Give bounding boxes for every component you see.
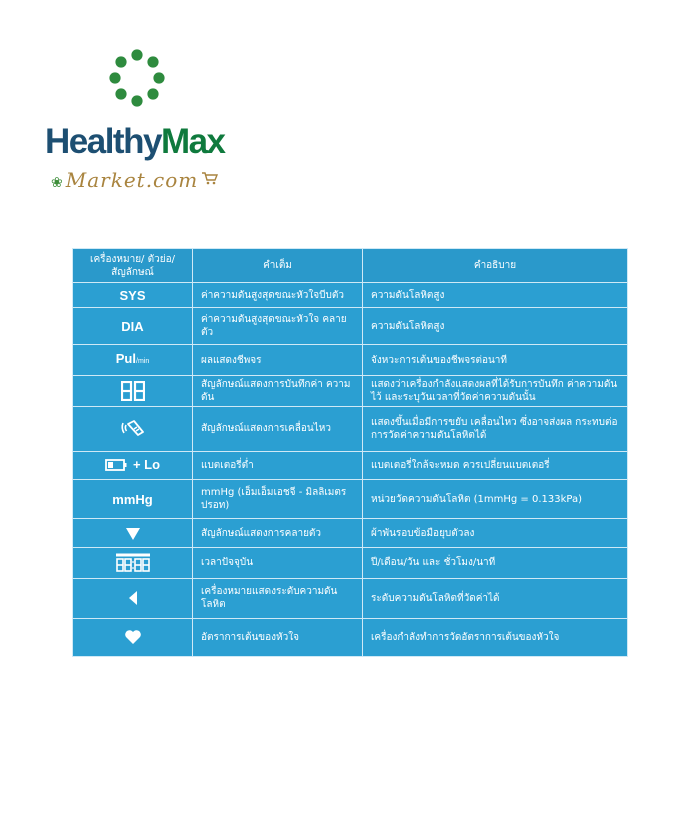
row-symbol: mmHg [73,480,193,519]
table-row [73,480,628,519]
row-symbol [73,375,193,406]
table-row [73,578,628,618]
row-full: เครื่องหมายแสดงระดับความดัน โลหิต [193,578,363,618]
row-full: mmHg (เอ็มเอ็มเอชจี - มิลลิเมตร ปรอท) [193,480,363,519]
row-full: เวลาปัจจุบัน [193,548,363,578]
row-desc: ระดับความดันโลหิตที่วัดค่าได้ [363,578,628,618]
table-row [73,451,628,479]
row-symbol [73,618,193,656]
row-symbol [73,519,193,548]
row-desc: ความดันโลหิตสูง [363,283,628,308]
down-triangle-icon [125,527,141,541]
dot-ring-icon [108,48,166,108]
table-header-row [73,249,628,283]
table-row [73,519,628,548]
row-symbol: Pul/min [73,345,193,375]
header-desc: คำอธิบาย [363,249,628,283]
row-full: สัญลักษณ์แสดงการบันทึกค่า ความดัน [193,375,363,406]
row-full: ผลแสดงชีพจร [193,345,363,375]
symbol-table [72,248,628,657]
table-row [73,345,628,375]
heart-icon [124,629,142,645]
row-desc: หน่วยวัดความดันโลหิต (1mmHg = 0.133kPa) [363,480,628,519]
row-full: ค่าความดันสูงสุดขณะหัวใจบีบตัว [193,283,363,308]
row-symbol: SYS [73,283,193,308]
header-full: คำเต็ม [193,249,363,283]
row-desc: เครื่องกำลังทำการวัดอัตราการเต้นของหัวใจ [363,618,628,656]
table-row [73,308,628,345]
row-symbol [73,578,193,618]
row-desc: ความดันโลหิตสูง [363,308,628,345]
row-desc: ปี/เดือน/วัน และ ชั่วโมง/นาที [363,548,628,578]
table-row [73,406,628,451]
row-full: สัญลักษณ์แสดงการคลายตัว [193,519,363,548]
table-row [73,375,628,406]
clock-display-icon [115,553,151,573]
left-triangle-icon [128,590,138,606]
row-desc: แบตเตอรี่ใกล้จะหมด ควรเปลี่ยนแบตเตอรี่ [363,451,628,479]
healthymax-logo [45,48,245,198]
row-full: อัตราการเต้นของหัวใจ [193,618,363,656]
table-row [73,548,628,578]
row-symbol: DIA [73,308,193,345]
row-full: สัญลักษณ์แสดงการเคลื่อนไหว [193,406,363,451]
movement-hand-icon [120,417,146,441]
row-full: ค่าความดันสูงสุดขณะหัวใจ คลายตัว [193,308,363,345]
cart-icon [201,171,219,185]
header-symbol: เครื่องหมาย/ ตัวย่อ/สัญลักษณ์ [73,249,193,283]
row-desc: จังหวะการเต้นของชีพจรต่อนาที [363,345,628,375]
row-symbol [73,406,193,451]
table-row [73,283,628,308]
table-row [73,618,628,656]
row-symbol [73,548,193,578]
memory-display-icon [121,381,145,401]
brand-subtitle: ❀ Market.com [51,168,219,192]
row-desc: ผ้าพันรอบข้อมือยุบตัวลง [363,519,628,548]
brand-name: HealthyMax [45,122,225,161]
row-desc: แสดงขึ้นเมื่อมีการขยับ เคลื่อนไหว ซึ่งอาจส่งผล กระทบต่อการวัดค่าความดันโลหิตได้ [363,406,628,451]
row-desc: แสดงว่าเครื่องกำลังแสดงผลที่ได้รับการบันทึก ค่าความดันไว้ และระบุวันเวลาที่วัดค่าความดันนั้น [363,375,628,406]
row-full: แบตเตอรี่ต่ำ [193,451,363,479]
row-symbol: + Lo [73,451,193,479]
leaf-icon: ❀ [51,175,64,191]
battery-icon [105,459,127,471]
